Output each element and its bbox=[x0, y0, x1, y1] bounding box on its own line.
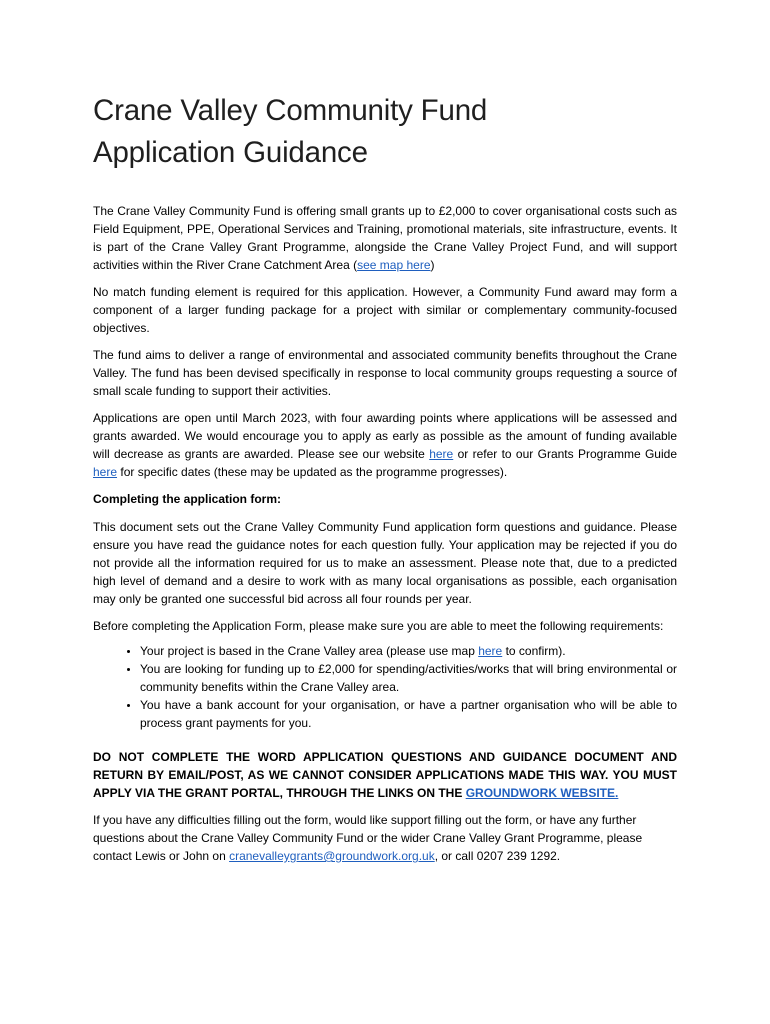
document-description-paragraph: This document sets out the Crane Valley Community Fund application form questions and guidance. Please ensure you have read the guidance notes for each question fully. Your application may be rejected if you do not provide all the information required for us to make an assessment. Please note that, due to a predicted high level of demand and a desire to work with as many local organisations as possible, each organisation may only be granted one successful bid across all four rounds per year. bbox=[93, 520, 677, 606]
see-map-link[interactable]: see map here bbox=[357, 258, 431, 272]
fund-aims-paragraph: The fund aims to deliver a range of environmental and associated community benefits throughout the Crane Valley. The fund has been devised specifically in response to local community groups requesting a source of small scale funding to support their activities. bbox=[93, 348, 677, 398]
programme-guide-link[interactable]: here bbox=[93, 465, 118, 479]
requirement-1-end: to confirm). bbox=[502, 644, 566, 658]
list-item bbox=[140, 642, 677, 660]
contact-text: If you have any difficulties filling out the form, would like support filling out the form, or have any further questions about the Crane Valley Community Fund or the wider Crane Valley Grant Programme, please contact Lewis or John on bbox=[93, 813, 643, 863]
list-item: • You are looking for funding up to £2,000 for spending/activities/works that will bring environmental or community benefits within the Crane Valley area. bbox=[140, 660, 677, 696]
contact-paragraph bbox=[93, 811, 677, 865]
requirements-intro-paragraph: Before completing the Application Form, please make sure you are able to meet the following requirements: bbox=[93, 619, 664, 633]
title-line-1: Crane Valley Community Fund bbox=[93, 94, 488, 127]
applications-text-3: for specific dates (these may be updated as the programme progresses). bbox=[117, 465, 508, 479]
intro-paragraph bbox=[93, 202, 677, 274]
applications-text-1: Applications are open until March 2023, with four awarding points where applications will be assessed and grants awarded. We would encourage you to apply as early as possible as the amount of funding available will decrease as grants are awarded. Please see our website bbox=[93, 411, 677, 461]
intro-text-end: ) bbox=[430, 258, 435, 272]
intro-text: The Crane Valley Community Fund is offering small grants up to £2,000 to cover organisational costs such as Field Equipment, PPE, Operational Services and Training, promotional materials, site infrastructure, events. It is part of the Crane Valley Grant Programme, alongside the Crane Valley Project Fund, and will support activities within the River Crane Catchment Area ( bbox=[93, 204, 677, 272]
groundwork-website-link[interactable]: GROUNDWORK WEBSITE. bbox=[465, 786, 619, 800]
email-link[interactable]: cranevalleygrants@groundwork.org.uk bbox=[229, 849, 435, 863]
website-link[interactable]: here bbox=[429, 447, 454, 461]
requirements-list bbox=[93, 642, 677, 732]
requirement-1-text: Your project is based in the Crane Valley area (please use map bbox=[140, 644, 479, 658]
warning-paragraph bbox=[93, 748, 677, 802]
applications-text-2: or refer to our Grants Programme Guide bbox=[453, 447, 677, 461]
map-here-link[interactable]: here bbox=[478, 644, 503, 658]
warning-text: DO NOT COMPLETE THE WORD APPLICATION QUESTIONS AND GUIDANCE DOCUMENT AND RETURN BY EMAIL/POST, AS WE CANNOT CONSIDER APPLICATIONS MADE THIS WAY. YOU MUST APPLY VIA THE GRANT PORTAL, THROUGH THE LINKS ON THE bbox=[93, 750, 677, 800]
section-heading: Completing the application form: bbox=[93, 492, 281, 506]
applications-paragraph bbox=[93, 409, 677, 481]
title-line-2: Application Guidance bbox=[93, 136, 368, 169]
contact-text-end: , or call 0207 239 1292. bbox=[434, 849, 561, 863]
page-title bbox=[93, 90, 677, 174]
list-item: • You have a bank account for your organisation, or have a partner organisation who will be able to process grant payments for you. bbox=[140, 696, 677, 732]
match-funding-paragraph: No match funding element is required for this application. However, a Community Fund award may form a component of a larger funding package for a project with similar or complementary community-focused objectives. bbox=[93, 285, 677, 335]
